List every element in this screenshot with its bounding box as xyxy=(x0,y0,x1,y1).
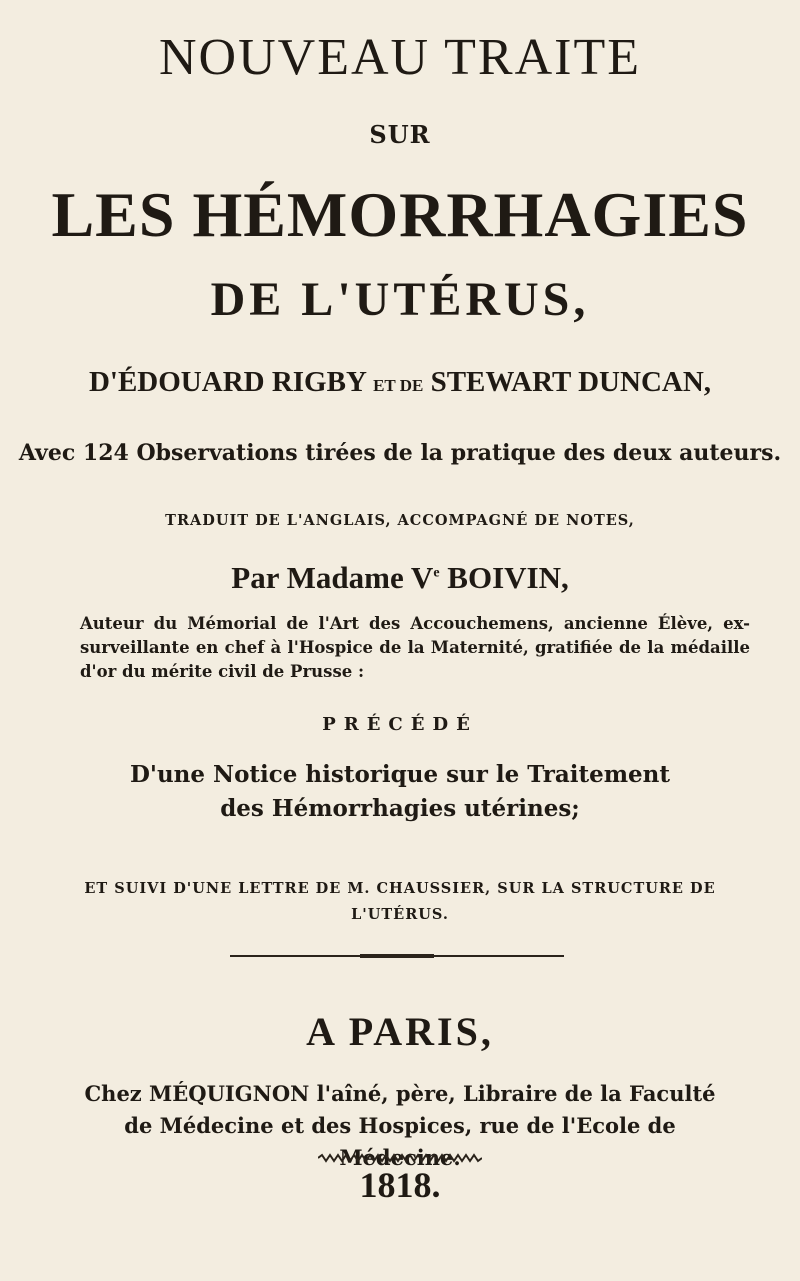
subtitle: DE L'UTÉRUS, xyxy=(210,273,590,326)
author-duncan: STEWART DUNCAN, xyxy=(430,366,712,398)
ornament-divider xyxy=(318,1153,482,1163)
translator-superscript: e xyxy=(433,565,440,581)
publisher: Chez MÉQUIGNON l'aîné, père, Libraire de la Faculté de Médecine et des Hospices, rue de l'Ecole de Médecine. xyxy=(84,1081,716,1170)
followed-by-letter: ET SUIVI D'UNE LETTRE DE M. CHAUSSIER, SUR LA STRUCTURE DE L'UTÉRUS. xyxy=(84,880,716,923)
main-title: LES HÉMORRHAGIES xyxy=(51,179,749,250)
authors-conjunction: ET DE xyxy=(373,376,424,395)
city: A PARIS, xyxy=(306,1009,494,1054)
translator-line xyxy=(0,560,800,596)
translator-credentials: Auteur du Mémorial de l'Art des Accouchemens, ancienne Élève, ex-surveillante en chef à l'Hospice de la Maternité, gratifiée de la médaille d'or du mérite civil de Prusse : xyxy=(80,614,750,681)
translator-name: BOIVIN, xyxy=(439,560,569,595)
authors-line xyxy=(0,366,800,399)
publication-year: 1818. xyxy=(359,1165,441,1205)
title-line-2: SUR xyxy=(369,120,431,149)
translation-line: TRADUIT DE L'ANGLAIS, ACCOMPAGNÉ DE NOTES, xyxy=(165,512,635,529)
divider-rule xyxy=(230,955,564,957)
title-line-1: NOUVEAU TRAITE xyxy=(159,29,641,86)
observations-line: Avec 124 Observations tirées de la pratique des deux auteurs. xyxy=(18,440,782,466)
translator-prefix: Par Madame V xyxy=(231,560,434,595)
author-rigby: D'ÉDOUARD RIGBY xyxy=(88,366,366,398)
historical-notice: D'une Notice historique sur le Traitement des Hémorrhagies utérines; xyxy=(129,761,671,822)
preceded-label: PRÉCÉDÉ xyxy=(322,714,478,735)
